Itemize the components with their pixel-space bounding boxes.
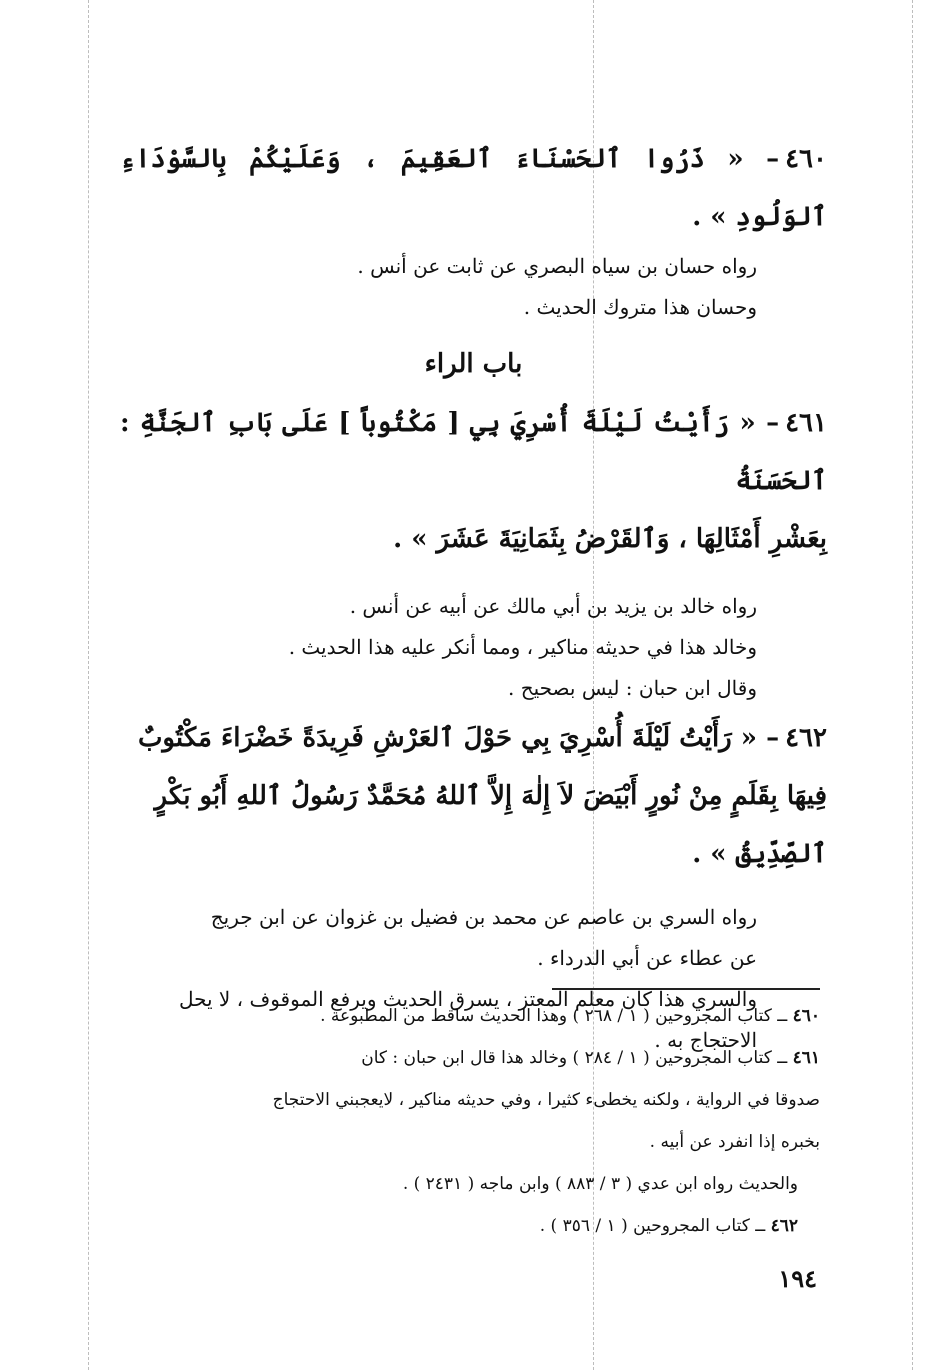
- footnote-text: صدوقا في الرواية ، ولكنه يخطىء كثيرا ، وفي حديثه مناكير ، لايعجبني الاحتجاج: [272, 1090, 820, 1110]
- narration-note-460: [170, 246, 757, 328]
- note-line: الاحتجاج به .: [654, 1028, 757, 1052]
- footnote-number: ٤٦١: [792, 1048, 820, 1068]
- footnote-text: بخبره إذا انفرد عن أبيه .: [649, 1132, 820, 1152]
- note-line: رواه خالد بن يزيد بن أبي مالك عن أبيه عن أنس .: [349, 594, 757, 618]
- footnote-461: [120, 1037, 820, 1163]
- hadith-number: ٤٦١: [785, 408, 827, 438]
- footnote-460: [120, 995, 820, 1037]
- hadith-number: ٤٦٠: [785, 144, 827, 174]
- note-line: وخالد هذا في حديثه مناكير ، ومما أنكر عليه هذا الحديث .: [288, 635, 757, 659]
- hadith-text: – « رَأَيْتُ لَيْلَةَ أُسْرِيَ بِي [ مَكْتُوباً ] عَلَى بَابِ ٱلجَنَّةِ : ٱلحَسَنَةُ: [120, 408, 827, 496]
- footnotes: [120, 995, 820, 1247]
- footnote-text: ــ كتاب المجروحين ( ١ / ٢٨٤ ) وخالد هذا قال ابن حبان : كان: [361, 1048, 788, 1068]
- hadith-461: [120, 394, 827, 568]
- hadith-text: ٱلصِّدِّيقُ » .: [692, 839, 827, 869]
- note-line: رواه السري بن عاصم عن محمد بن فضيل بن غزوان عن ابن جريج: [210, 905, 757, 929]
- hadith-text: – « رَأَيْتُ لَيْلَةَ أُسْرِيَ بِي حَوْلَ ٱلعَرْشِ فَرِيدَةً خَضْرَاءَ مَكْتُوبٌ: [137, 723, 780, 753]
- note-line: عن عطاء عن أبي الدرداء .: [537, 946, 757, 970]
- hadith-462: [120, 709, 827, 883]
- section-heading: باب الراء: [424, 349, 523, 379]
- hadith-460: [120, 130, 827, 246]
- hadith-number: ٤٦٢: [785, 723, 827, 753]
- footnote-text: ــ كتاب المجروحين ( ١ / ٢٦٨ ) وهذا الحديث ساقط من المطبوعة .: [320, 1006, 788, 1026]
- hadith-text: فِيهَا بِقَلَمٍ مِنْ نُورٍ أَبْيَضَ لاَ إِلٰهَ إِلاَّ ٱللهُ مُحَمَّدٌ رَسُولُ ٱللهِ أَبُو بَكْرٍ: [154, 781, 827, 811]
- footnote-461-continuation: [120, 1163, 798, 1205]
- hadith-text: بِعَشْرِ أَمْثَالِهَا ، وَٱلقَرْضُ بِثَمَانِيَةَ عَشَرَ » .: [393, 524, 827, 554]
- note-line: وحسان هذا متروك الحديث .: [523, 295, 757, 319]
- narration-note-461: [170, 586, 757, 709]
- footnote-text: والحديث رواه ابن عدي ( ٣ / ٨٨٣ ) وابن ماجه ( ٢٤٣١ ) .: [402, 1174, 798, 1194]
- footnotes-divider: [552, 988, 820, 990]
- scan-fold-line: [88, 0, 89, 1370]
- scan-fold-line: [912, 0, 913, 1370]
- note-line: رواه حسان بن سياه البصري عن ثابت عن أنس .: [357, 254, 757, 278]
- footnote-number: ٤٦٢: [770, 1216, 798, 1236]
- page-body: [120, 130, 827, 1061]
- footnote-462: [120, 1205, 798, 1247]
- footnote-number: ٤٦٠: [792, 1006, 820, 1026]
- hadith-text: – « ذَرُوا ٱلحَسْنَاءَ ٱلعَقِيمَ ، وَعَلَيْكُمْ بِالسَّوْدَاءِ ٱلوَلُودِ » .: [120, 144, 827, 232]
- note-line: وقال ابن حبان : ليس بصحيح .: [507, 676, 757, 700]
- page-number: ١٩٤: [778, 1264, 817, 1293]
- note-line: والسري هذا كان معلم المعتز ، يسرق الحديث ويرفع الموقوف ، لا يحل: [178, 987, 757, 1011]
- footnote-text: ــ كتاب المجروحين ( ١ / ٣٥٦ ) .: [539, 1216, 766, 1236]
